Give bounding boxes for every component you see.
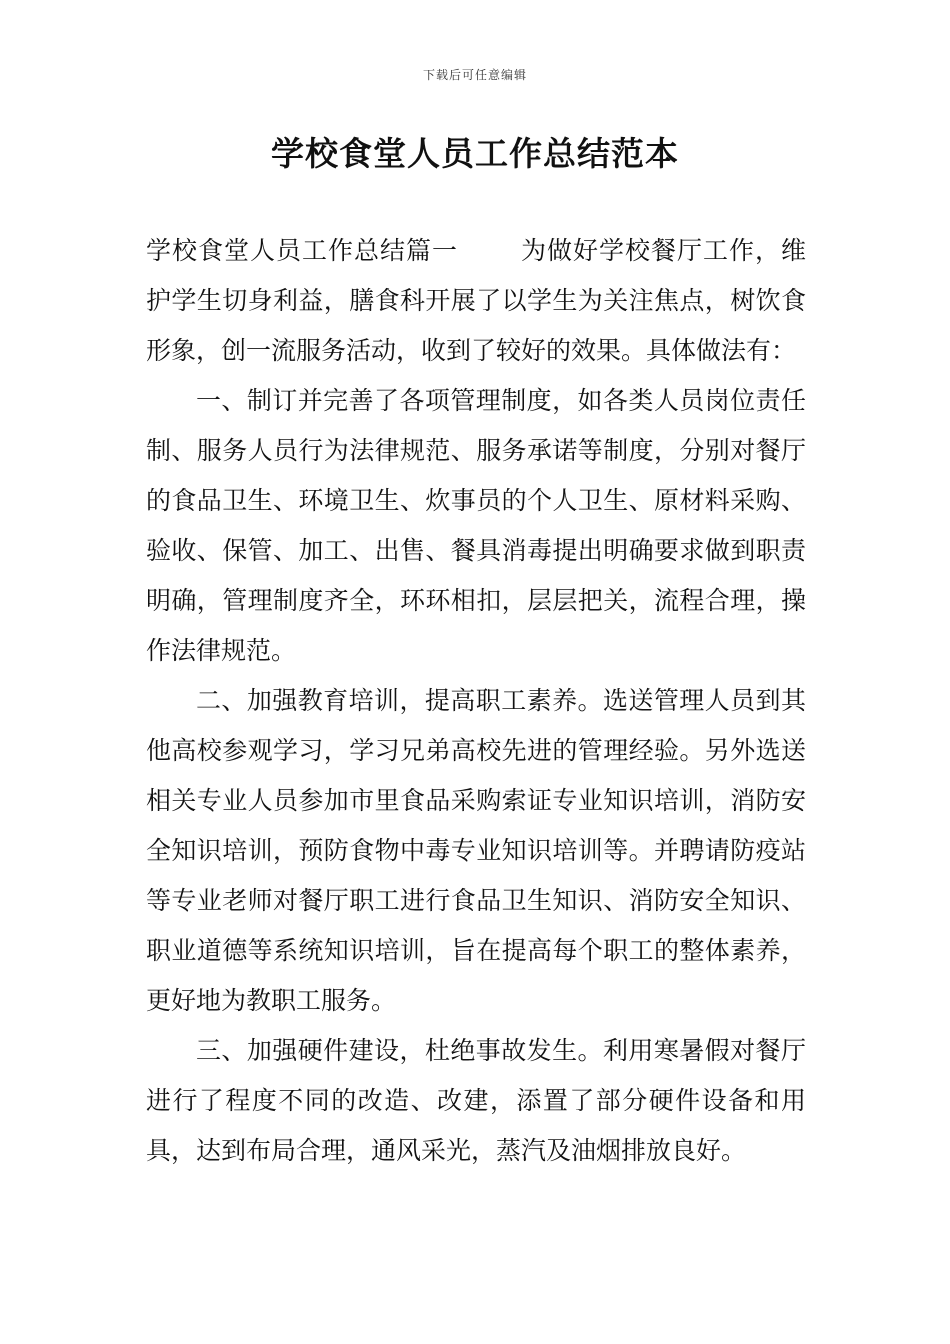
intro-text: 为做好学校餐厅工作，维护学生切身利益，膳食科开展了以学生为关注焦点，树饮食形象，创一流服务活动，收到了较好的效果。具体做法有： — [146, 236, 806, 365]
paragraph-1: 一、制订并完善了各项管理制度，如各类人员岗位责任制、服务人员行为法律规范、服务承诺等制度，分别对餐厅的食品卫生、环境卫生、炊事员的个人卫生、原材料采购、验收、保管、加工、出售、餐具消毒提出明确要求做到职责明确，管理制度齐全，环环相扣，层层把关，流程合理，操作法律规范。 — [146, 386, 806, 665]
document-title: 学校食堂人员工作总结范本 — [271, 134, 679, 173]
paragraph-3: 三、加强硬件建设，杜绝事故发生。利用寒暑假对餐厅进行了程度不同的改造、改建，添置了部分硬件设备和用具，达到布局合理，通风采光，蒸汽及油烟排放良好。 — [146, 1036, 806, 1165]
paragraph-2: 二、加强教育培训，提高职工素养。选送管理人员到其他高校参观学习，学习兄弟高校先进的管理经验。另外选送相关专业人员参加市里食品采购索证专业知识培训，消防安全知识培训，预防食物中毒专业知识培训等。并聘请防疫站等专业老师对餐厅职工进行食品卫生知识、消防安全知识、职业道德等系统知识培训，旨在提高每个职工的整体素养，更好地为教职工服务。 — [146, 686, 806, 1015]
header-note: 下载后可任意编辑 — [422, 68, 527, 82]
document-body — [146, 226, 806, 1176]
intro-paragraph — [146, 226, 806, 376]
intro-heading: 学校食堂人员工作总结篇一 — [146, 236, 458, 265]
